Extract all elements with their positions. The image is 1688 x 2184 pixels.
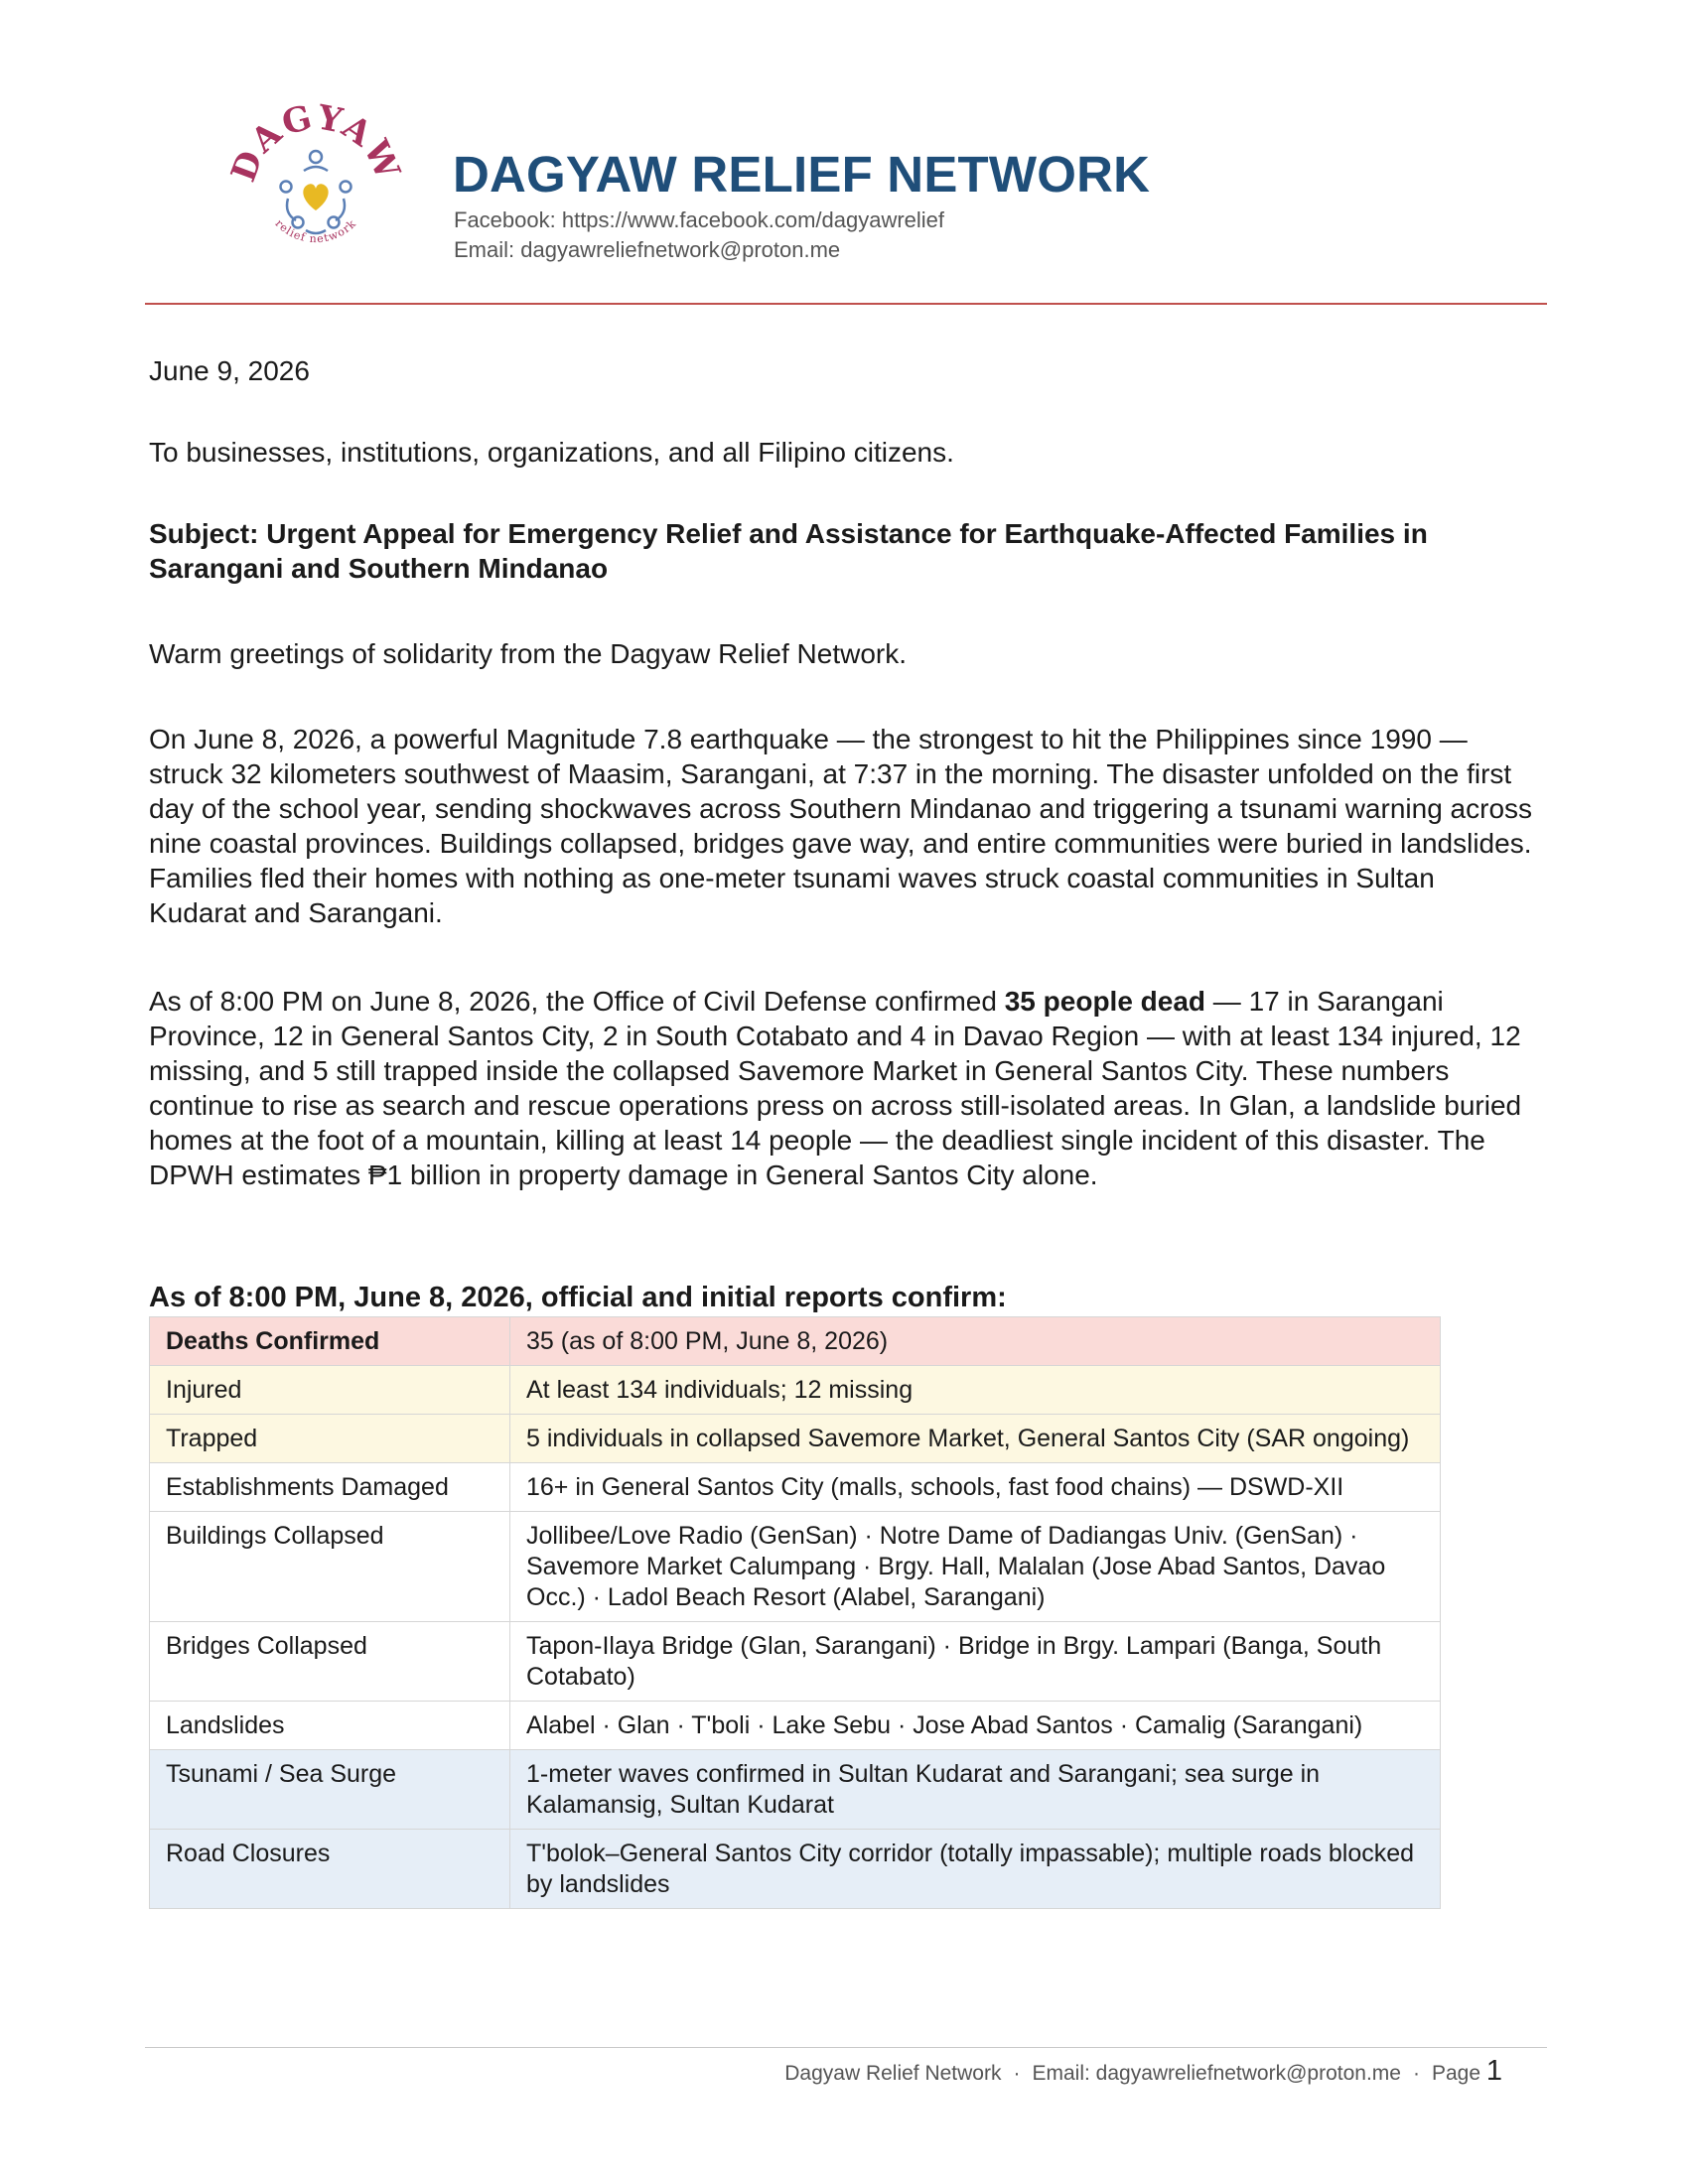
table-row xyxy=(150,1415,1441,1463)
casualty-death-count: 35 people dead xyxy=(1004,986,1206,1017)
table-row xyxy=(150,1750,1441,1830)
row-value: Alabel · Glan · T'boli · Lake Sebu · Jose Abad Santos · Camalig (Sarangani) xyxy=(510,1702,1441,1750)
paragraph-earthquake-summary: On June 8, 2026, a powerful Magnitude 7.8 earthquake — the strongest to hit the Philippines since 1990 — struck 32 kilometers southwest of Maasim, Sarangani, at 7:37 in the morning. The disaster unfolded on the first day of the school year, sending shockwaves across Southern Mindanao and triggering a tsunami warning across nine coastal provinces. Buildings collapsed, bridges gave way, and entire communities were buried in landslides. Families fled their homes with nothing as one-meter tsunami waves struck coastal communities in Sultan Kudarat and Sarangani. xyxy=(149,724,1533,928)
letter-greeting: Warm greetings of solidarity from the Dagyaw Relief Network. xyxy=(149,638,907,669)
table-row xyxy=(150,1622,1441,1702)
table-heading: As of 8:00 PM, June 8, 2026, official and initial reports confirm: xyxy=(149,1282,1007,1313)
table-row xyxy=(150,1366,1441,1415)
casualty-text-intro: As of 8:00 PM on June 8, 2026, the Office of Civil Defense confirmed xyxy=(149,986,1005,1017)
row-label: Bridges Collapsed xyxy=(150,1622,510,1702)
logo-graphic xyxy=(226,99,405,273)
row-value: 5 individuals in collapsed Savemore Market, General Santos City (SAR ongoing) xyxy=(510,1415,1441,1463)
footer-page-label: Page xyxy=(1431,2062,1481,2085)
row-value: 1-meter waves confirmed in Sultan Kudarat and Sarangani; sea surge in Kalamansig, Sultan Kudarat xyxy=(510,1750,1441,1830)
logo-wordmark: DAGYAW xyxy=(226,99,405,188)
organization-name: DAGYAW RELIEF NETWORK xyxy=(453,146,1151,203)
header-email[interactable]: Email: dagyawreliefnetwork@proton.me xyxy=(454,237,841,262)
report-table xyxy=(149,1316,1441,1909)
casualty-text-detail: — 17 in Sarangani Province, 12 in General Santos City, 2 in South Cotabato and 4 in Davao Region — with at least 134 injured, 12 missing, and 5 still trapped inside the collapsed Savemore Market in General Santos City. These numbers continue to rise as search and rescue operations press on across still-isolated areas. In Glan, a landslide buried homes at the foot of a mountain, killing at least 14 people — the deadliest single incident of this disaster. The DPWH estimates ₱1 billion in property damage in General Santos City alone. xyxy=(149,986,1522,1190)
row-value: At least 134 individuals; 12 missing xyxy=(510,1366,1441,1415)
facebook-link[interactable]: Facebook: https://www.facebook.com/dagyawrelief xyxy=(454,207,945,232)
row-value: Jollibee/Love Radio (GenSan) · Notre Dame of Dadiangas Univ. (GenSan) · Savemore Market Calumpang · Brgy. Hall, Malalan (Jose Abad Santos, Davao Occ.) · Ladol Beach Resort (Alabel, Sarangani) xyxy=(510,1512,1441,1622)
row-value: 35 (as of 8:00 PM, June 8, 2026) xyxy=(510,1317,1441,1366)
svg-text:DAGYAW xyxy=(226,99,405,187)
table-row xyxy=(150,1512,1441,1622)
svg-text:relief network xyxy=(273,216,359,245)
letter-addressee: To businesses, institutions, organizations, and all Filipino citizens. xyxy=(149,437,954,468)
paragraph-casualty-report xyxy=(149,984,1539,1192)
row-label: Injured xyxy=(150,1366,510,1415)
table-row xyxy=(150,1317,1441,1366)
footer-separator: · xyxy=(1412,2062,1420,2085)
row-label: Landslides xyxy=(150,1702,510,1750)
row-label: Tsunami / Sea Surge xyxy=(150,1750,510,1830)
row-value: Tapon-Ilaya Bridge (Glan, Sarangani) · Bridge in Brgy. Lampari (Banga, South Cotabato) xyxy=(510,1622,1441,1702)
page-footer xyxy=(784,2055,1502,2088)
table-row xyxy=(150,1463,1441,1512)
letter-subject: Subject: Urgent Appeal for Emergency Relief and Assistance for Earthquake-Affected Families in Sarangani and Southern Mindanao xyxy=(149,518,1428,584)
table-row xyxy=(150,1830,1441,1909)
footer-separator: · xyxy=(1013,2062,1021,2085)
organization-logo xyxy=(226,99,405,273)
heart-icon xyxy=(303,184,328,210)
page-number: 1 xyxy=(1485,2055,1502,2087)
footer-divider xyxy=(145,2047,1547,2048)
footer-org: Dagyaw Relief Network xyxy=(784,2062,1002,2085)
row-label: Establishments Damaged xyxy=(150,1463,510,1512)
row-label: Buildings Collapsed xyxy=(150,1512,510,1622)
row-value: 16+ in General Santos City (malls, schools, fast food chains) — DSWD-XII xyxy=(510,1463,1441,1512)
header-divider xyxy=(145,303,1547,305)
logo-subtext: relief network xyxy=(272,216,359,246)
row-value: T'bolok–General Santos City corridor (totally impassable); multiple roads blocked by landslides xyxy=(510,1830,1441,1909)
letter-date: June 9, 2026 xyxy=(149,355,310,386)
row-label: Deaths Confirmed xyxy=(150,1317,510,1366)
footer-email[interactable]: Email: dagyawreliefnetwork@proton.me xyxy=(1032,2062,1401,2085)
row-label: Road Closures xyxy=(150,1830,510,1909)
row-label: Trapped xyxy=(150,1415,510,1463)
table-row xyxy=(150,1702,1441,1750)
